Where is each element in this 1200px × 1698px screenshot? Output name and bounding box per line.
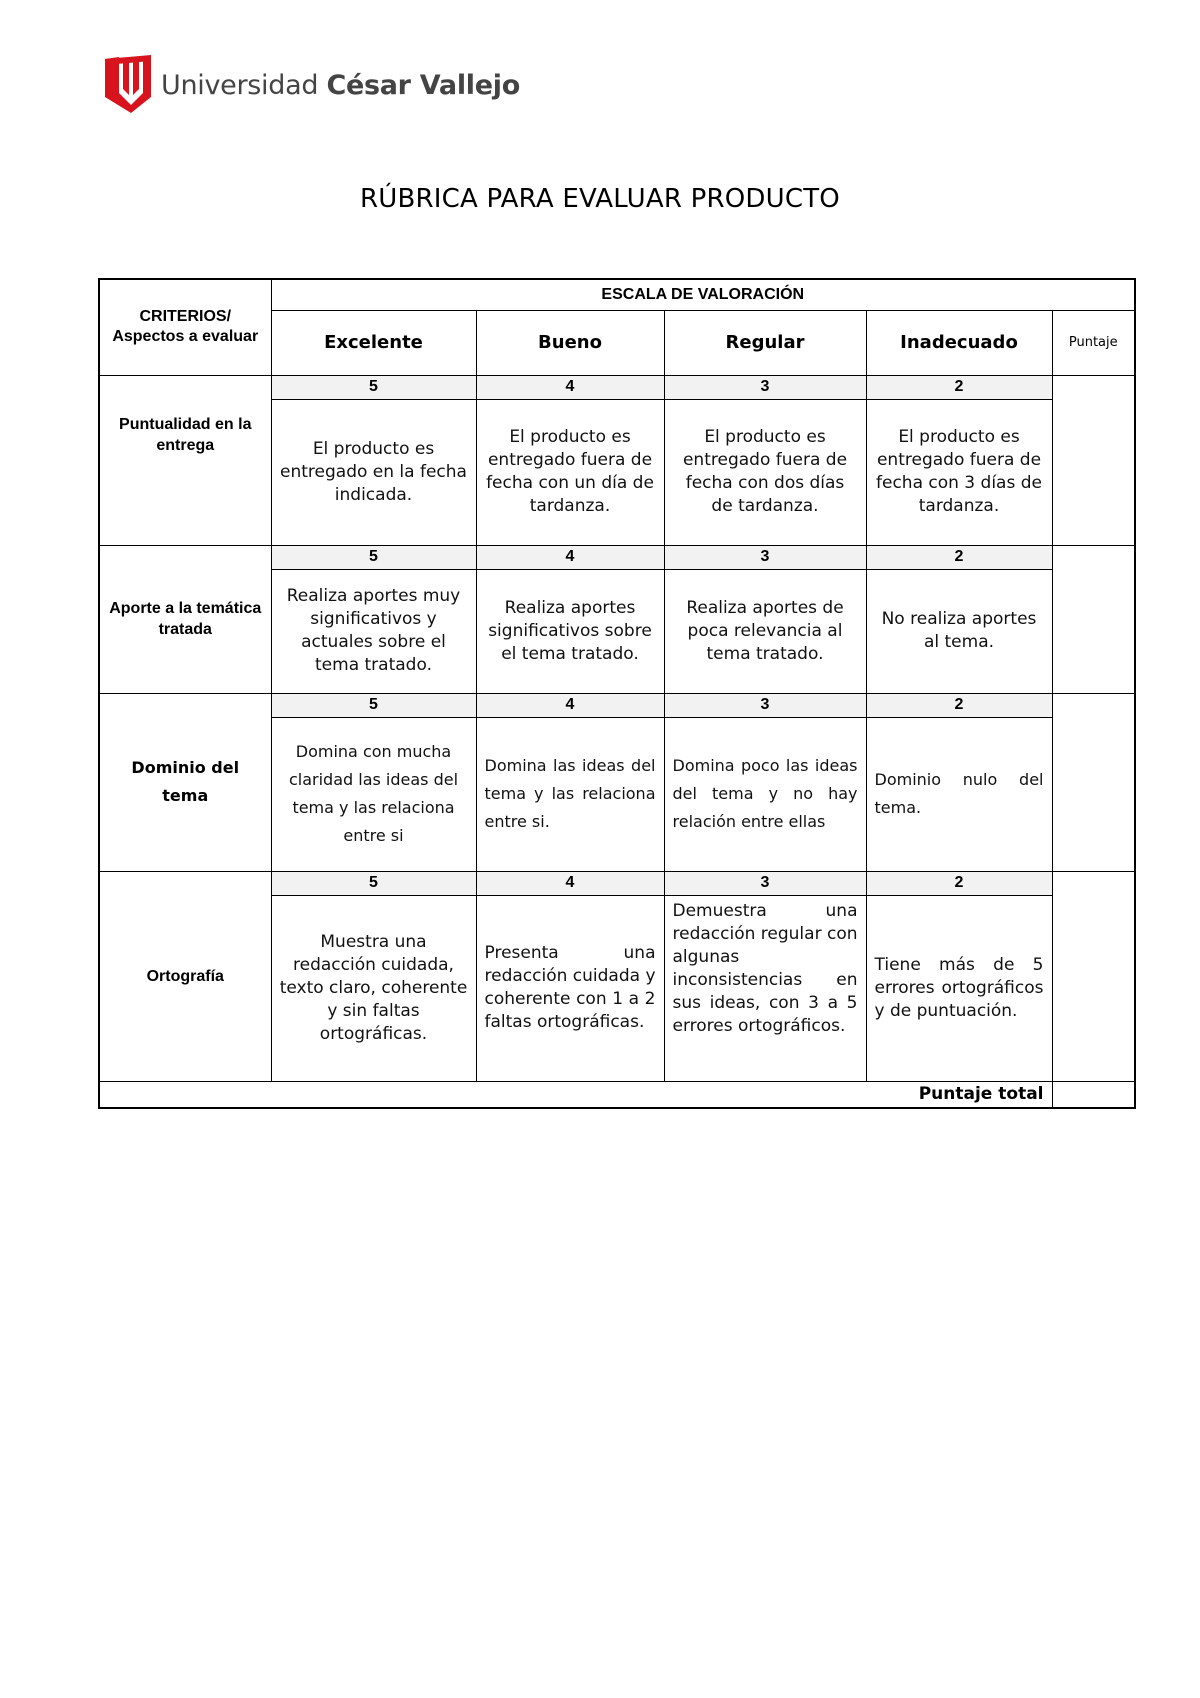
university-shield-icon [103, 55, 153, 115]
score-cell: 3 [664, 545, 866, 569]
total-score-cell[interactable] [1052, 1081, 1135, 1108]
score-cell: 4 [476, 375, 664, 399]
description-cell: Presenta una redacción cuidada y coherente con 1 a 2 faltas ortográficas. [476, 895, 664, 1081]
level-bueno: Bueno [476, 310, 664, 375]
score-cell: 5 [271, 693, 476, 717]
description-cell: Tiene más de 5 errores ortográficos y de puntuación. [866, 895, 1052, 1081]
description-cell: Demuestra una redacción regular con algunas inconsistencias en sus ideas, con 3 a 5 errores ortográficos. [664, 895, 866, 1081]
description-cell: Dominio nulo del tema. [866, 717, 1052, 871]
description-cell: Realiza aportes muy significativos y actuales sobre el tema tratado. [271, 569, 476, 693]
description-cell: Realiza aportes significativos sobre el tema tratado. [476, 569, 664, 693]
description-cell: Realiza aportes de poca relevancia al tema tratado. [664, 569, 866, 693]
scale-header: ESCALA DE VALORACIÓN [271, 279, 1135, 310]
description-cell: No realiza aportes al tema. [866, 569, 1052, 693]
level-inadecuado: Inadecuado [866, 310, 1052, 375]
score-cell: 2 [866, 693, 1052, 717]
criteria-header: CRITERIOS/ Aspectos a evaluar [99, 279, 271, 375]
rubric-table [98, 278, 1136, 1109]
description-cell: Domina poco las ideas del tema y no hay relación entre ellas [664, 717, 866, 871]
criterion-dominio: Dominio del tema [99, 693, 271, 871]
score-cell: 5 [271, 871, 476, 895]
score-input-cell[interactable] [1052, 375, 1135, 545]
description-cell: El producto es entregado en la fecha indicada. [271, 399, 476, 545]
score-cell: 5 [271, 375, 476, 399]
description-cell: El producto es entregado fuera de fecha con un día de tardanza. [476, 399, 664, 545]
description-cell: El producto es entregado fuera de fecha con dos días de tardanza. [664, 399, 866, 545]
score-cell: 2 [866, 375, 1052, 399]
level-excelente: Excelente [271, 310, 476, 375]
score-input-cell[interactable] [1052, 871, 1135, 1081]
university-name: Universidad César Vallejo [161, 69, 520, 101]
score-cell: 3 [664, 871, 866, 895]
score-cell: 4 [476, 545, 664, 569]
score-input-cell[interactable] [1052, 545, 1135, 693]
criterion-aporte: Aporte a la temática tratada [99, 545, 271, 693]
description-cell: El producto es entregado fuera de fecha con 3 días de tardanza. [866, 399, 1052, 545]
score-cell: 2 [866, 545, 1052, 569]
description-cell: Domina las ideas del tema y las relaciona entre si. [476, 717, 664, 871]
page-title: RÚBRICA PARA EVALUAR PRODUCTO [360, 184, 840, 214]
description-cell: Muestra una redacción cuidada, texto claro, coherente y sin faltas ortográficas. [271, 895, 476, 1081]
score-header: Puntaje [1052, 310, 1135, 375]
score-cell: 4 [476, 693, 664, 717]
university-logo [103, 55, 520, 115]
score-input-cell[interactable] [1052, 693, 1135, 871]
criterion-ortografia: Ortografía [99, 871, 271, 1081]
score-cell: 3 [664, 375, 866, 399]
total-label: Puntaje total [99, 1081, 1052, 1108]
score-cell: 3 [664, 693, 866, 717]
score-cell: 2 [866, 871, 1052, 895]
score-cell: 4 [476, 871, 664, 895]
score-cell: 5 [271, 545, 476, 569]
description-cell: Domina con mucha claridad las ideas del tema y las relaciona entre si [271, 717, 476, 871]
criterion-puntualidad: Puntualidad en la entrega [99, 375, 271, 545]
level-regular: Regular [664, 310, 866, 375]
